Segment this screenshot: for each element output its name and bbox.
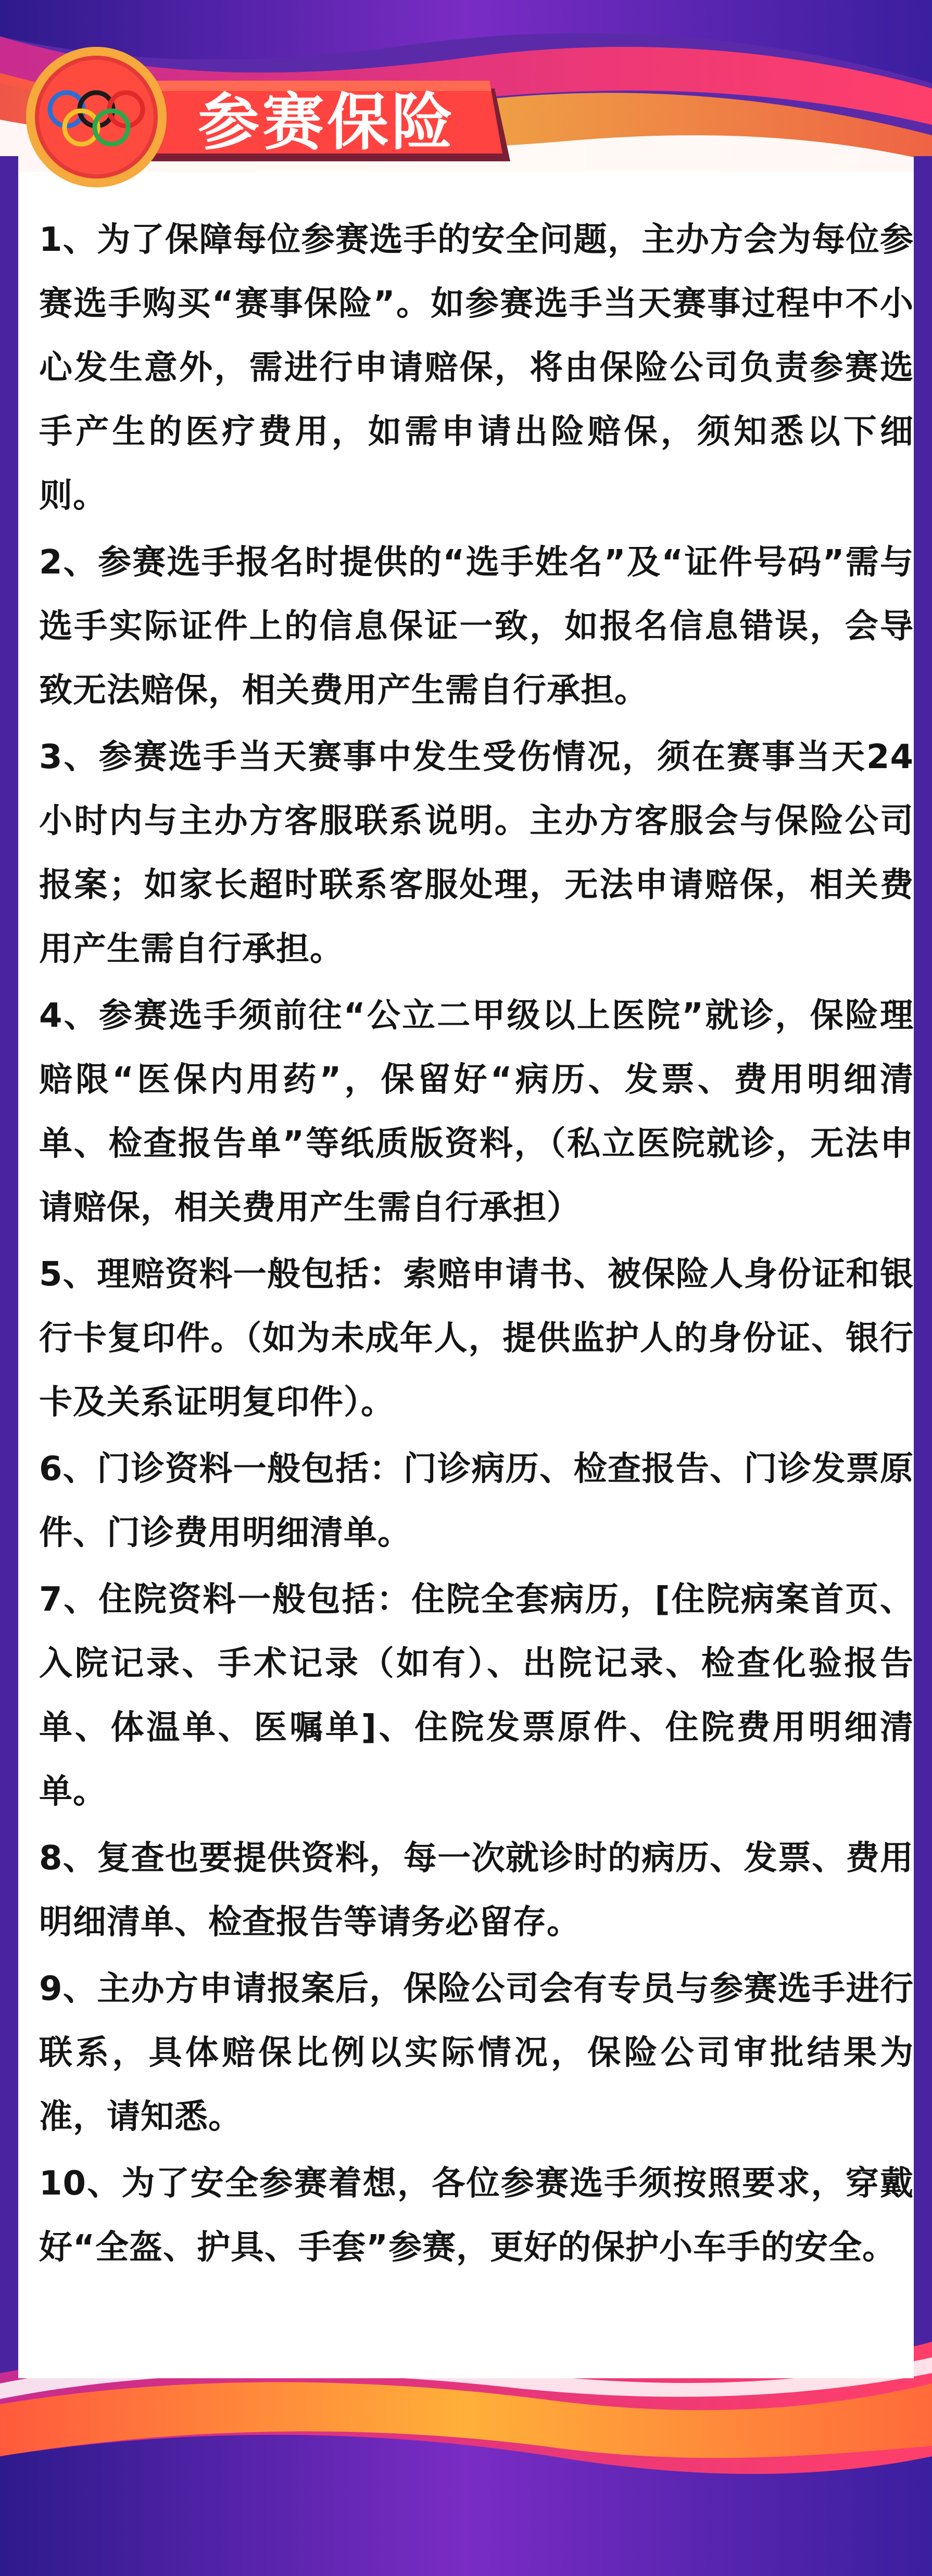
rule-item: 6、门诊资料一般包括：门诊病历、检查报告、门诊发票原件、门诊费用明细清单。	[39, 1450, 914, 1552]
rule-item: 2、参赛选手报名时提供的“选手姓名”及“证件号码”需与选手实际证件上的信息保证一致，如报名信息错误，会导致无法赔保，相关费用产生需自行承担。	[39, 543, 914, 710]
rule-item: 10、为了安全参赛着想，各位参赛选手须按照要求，穿戴好“全盔、护具、手套”参赛，更好的保护小车手的安全。	[39, 2164, 914, 2267]
rule-item: 8、复查也要提供资料，每一次就诊时的病历、发票、费用明细清单、检查报告等请务必留存。	[39, 1839, 914, 1942]
rule-item: 4、参赛选手须前往“公立二甲级以上医院”就诊，保险理赔限“医保内用药”，保留好“病历、发票、费用明细清单、检查报告单”等纸质版资料，（私立医院就诊，无法申请赔保，相关费用产生需自行承担）	[39, 997, 914, 1227]
insurance-rules-list	[39, 208, 914, 2282]
page-title: 参赛保险	[198, 86, 457, 158]
rule-item: 1、为了保障每位参赛选手的安全问题，主办方会为每位参赛选手购买“赛事保险”。如参赛选手当天赛事过程中不小心发生意外，需进行申请赔保，将由保险公司负责参赛选手产生的医疗费用，如需申请出险赔保，须知悉以下细则。	[39, 221, 914, 515]
rule-item: 7、住院资料一般包括：住院全套病历，[住院病案首页、入院记录、手术记录（如有）、出院记录、检查化验报告单、体温单、医嘱单]、住院发票原件、住院费用明细清单。	[39, 1580, 914, 1811]
rule-item: 3、参赛选手当天赛事中发生受伤情况，须在赛事当天24小时内与主办方客服联系说明。主办方客服会与保险公司报案；如家长超时联系客服处理，无法申请赔保，相关费用产生需自行承担。	[39, 738, 914, 968]
rule-item: 9、主办方申请报案后，保险公司会有专员与参赛选手进行联系，具体赔保比例以实际情况，保险公司审批结果为准，请知悉。	[39, 1970, 914, 2136]
rule-item: 5、理赔资料一般包括：索赔申请书、被保险人身份证和银行卡复印件。（如为未成年人，提供监护人的身份证、银行卡及关系证明复印件）。	[39, 1255, 914, 1422]
title-medal	[21, 42, 172, 193]
